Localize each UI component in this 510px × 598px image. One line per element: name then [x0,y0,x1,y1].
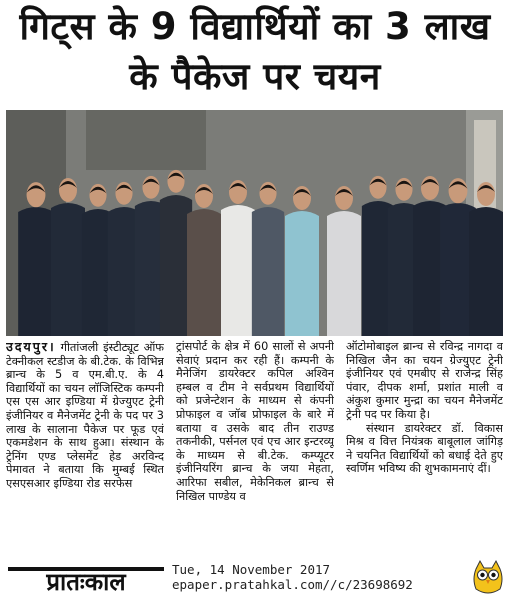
person-body [285,211,319,336]
group-photo-illustration [6,110,503,336]
owl-mascot-icon [470,559,506,597]
person-body [221,205,255,336]
logo-text: प्रातःकाल [46,568,126,594]
footer-meta [172,562,413,592]
headline-line-2: के पैकेज पर चयन [129,55,381,98]
person-body [469,207,503,336]
person-body [51,203,85,336]
column-3-text-a: ऑटोमोबाइल ब्रान्च से रविन्द्र नागदा व निखिल जैन का चयन ग्रेज्युएट ट्रेनी इंजीनियर एवं एमबीए से राजेन्द्र सिंह पंवार, दीपक शर्मा, प्रशांत माली व अंकुश कुमार मुन्द्रा का चयन मैनेजमेंट ट्रेनी पद पर किया है। [346,340,503,421]
headline-line-1: गिट्स के 9 विद्यार्थियों का 3 लाख [19,5,491,48]
dateline: उदयपुर। [6,340,56,354]
group-photo [6,110,503,336]
article-column-3 [346,340,503,557]
article-column-1 [6,340,164,557]
headline [0,2,510,102]
column-1-text: गीतांजली इंस्टीट्यूट ऑफ टेक्नीकल स्टडीज के बी.टेक. के विभिन्न ब्रान्च के 5 व एम.बी.ए. के 4 विद्यार्थियों का चयन लॉजिस्टिक कम्पनी एस एस आर इण्डिया में ग्रेज्युएट ट्रेनी इंजीनियर व मैनेजमेंट ट्रेनी के पद पर 3 लाख के सालाना पैकेज पर फूड एवं एकमडेशन के साथ हुआ। संस्थान के ट्रेनिंग एण्ड प्लेसमेंट हेड अरविन्द पेमावत ने बताया कि मुम्बई स्थित एसएसआर इण्डिया रोड सरफेस [6,341,164,490]
person-body [327,211,361,336]
column-2-text: ट्रांसपोर्ट के क्षेत्र में 60 सालों से अपनी सेवाएं प्रदान कर रही हैं। कम्पनी के मैनेजिंग डायरेक्टर कपिल अश्विन हम्बल व टीम ने सर्वप्रथम विद्यार्थियों को प्रजेन्टेशन के माध्यम से कंपनी प्रोफाइल व जॉब प्रोफाइल के बारे में बताया व उसके बाद तीन राउण्ड तकनीकी, पर्सनल एवं एच आर इन्टरव्यू के माध्यम से बी.टेक. कम्प्यूटर इंजीनियरिंग ब्रान्च के जया मेहता, आरिफा सबील, मेकेनिकल ब्रान्च से निखिल पाण्डेय व [176,340,334,503]
column-3-text-b: संस्थान डायरेक्टर डॉ. विकास मिश्र व वित्त नियंत्रक बाबूलाल जांगिड़ ने चयनित विद्यार्थियों को बधाई देते हुए स्वर्णिम भविष्य की शुभकामनाएं दीं। [346,421,503,476]
edition-date: Tue, 14 November 2017 [172,562,331,577]
epaper-url[interactable]: epaper.pratahkal.com//c/23698692 [172,577,413,592]
person-body [252,207,284,336]
pratahkal-logo [6,562,166,594]
person-body [187,209,221,336]
article-body [6,340,503,557]
footer [0,558,510,598]
article-column-2 [176,340,334,557]
person-body [18,207,54,336]
